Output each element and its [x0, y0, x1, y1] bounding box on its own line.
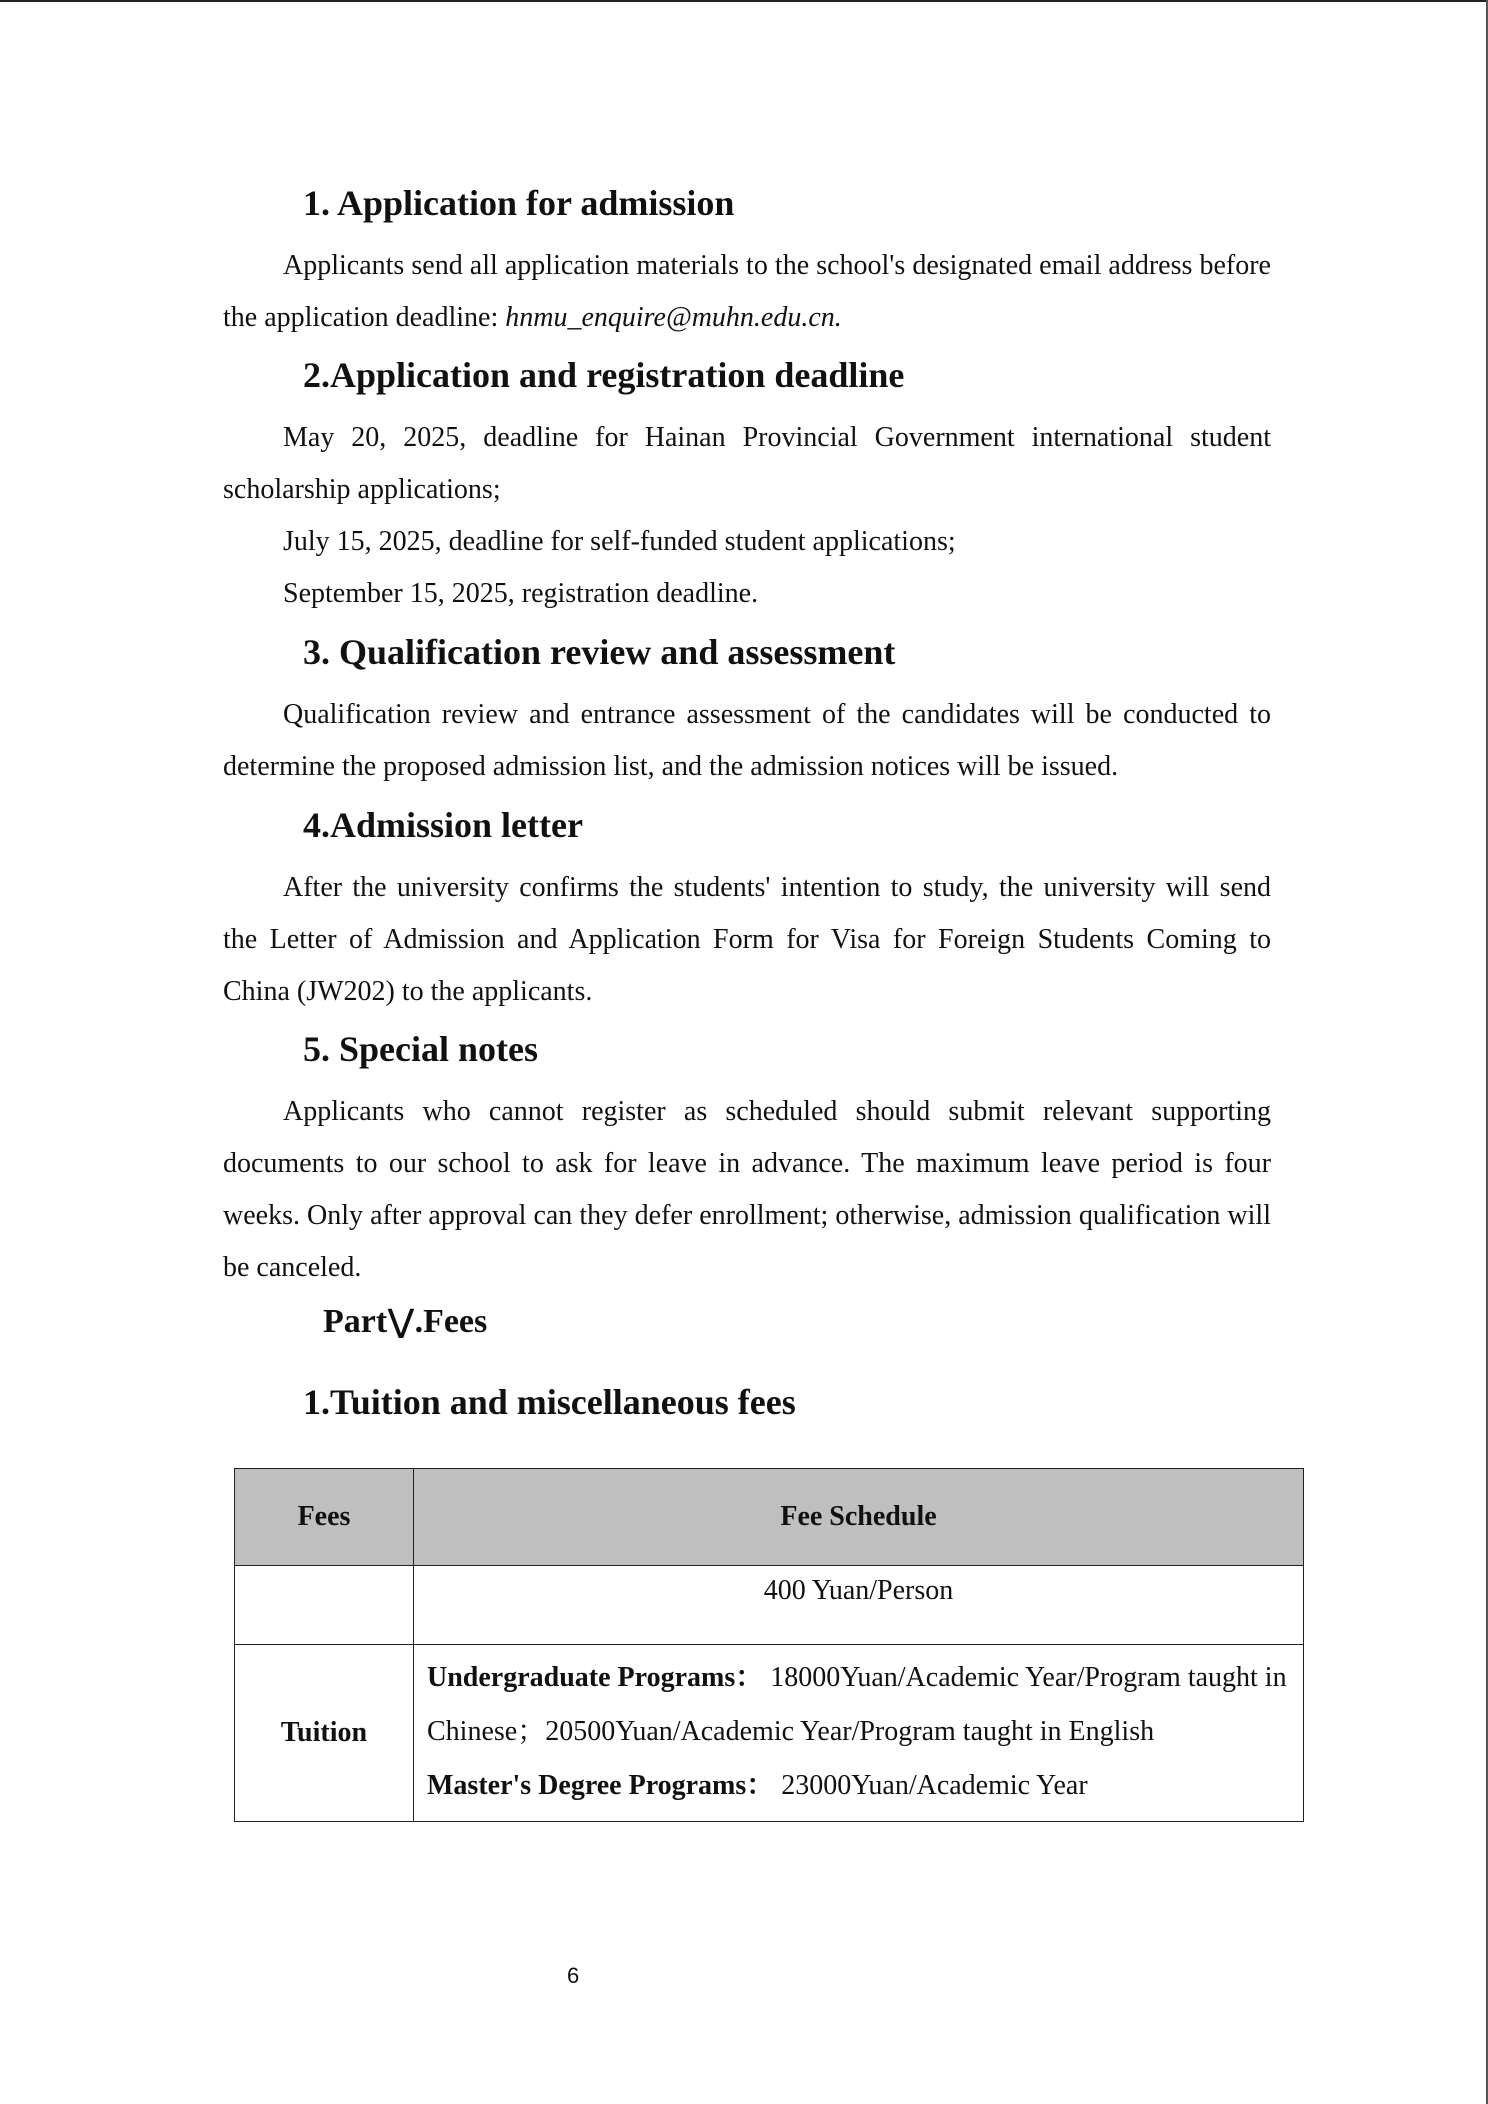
heading-tuition-fees: 1.Tuition and miscellaneous fees — [303, 1382, 796, 1422]
deadline-self-funded: July 15, 2025, deadline for self-funded student applications; — [283, 526, 956, 557]
part-roman-numeral: Ⅴ — [387, 1302, 415, 1348]
part-suffix: .Fees — [414, 1303, 488, 1340]
tuition-schedule-cell — [414, 1645, 1304, 1822]
undergraduate-fees — [427, 1651, 1293, 1759]
header-fees: Fees — [235, 1469, 414, 1566]
heading-deadlines: 2.Application and registration deadline — [303, 355, 905, 395]
paragraph-special-notes: Applicants who cannot register as scheduled should submit relevant supporting documents to our school to ask for leave in advance. The maximum leave period is four weeks. Only after approval can they defer enrollment; otherwise, admission qualification will be canceled. — [223, 1096, 1271, 1283]
deadline-scholarship: May 20, 2025, deadline for Hainan Provincial Government international student scholarship applications; — [223, 422, 1271, 505]
application-text: Applicants send all application materials to the school's designated email address before the application deadline: — [223, 250, 1271, 333]
table-row — [235, 1645, 1304, 1822]
paragraph-admission-letter: After the university confirms the students' intention to study, the university will send the Letter of Admission and Application Form for Visa for Foreign Students Coming to China (JW202) to the applicants. — [223, 872, 1271, 1007]
fee-table — [234, 1468, 1304, 1822]
email-address: hnmu_enquire@muhn.edu.cn. — [505, 302, 842, 333]
part-heading — [323, 1300, 487, 1347]
part-prefix: Part — [323, 1303, 388, 1340]
master-value: 23000Yuan/Academic Year — [781, 1770, 1088, 1801]
heading-qualification-review: 3. Qualification review and assessment — [303, 632, 896, 672]
fee-name-cell — [235, 1566, 414, 1645]
table-header-row — [235, 1469, 1304, 1566]
undergraduate-label: Undergraduate Programs： — [427, 1662, 764, 1693]
heading-special-notes: 5. Special notes — [303, 1029, 539, 1069]
paragraph-application-email — [223, 240, 1271, 344]
deadline-registration: September 15, 2025, registration deadline. — [283, 578, 759, 609]
header-fee-schedule: Fee Schedule — [414, 1469, 1304, 1566]
paragraph-qualification-review: Qualification review and entrance assessment of the candidates will be conducted to determine the proposed admission list, and the admission notices will be issued. — [223, 699, 1271, 782]
page-number: 6 — [567, 1963, 580, 1988]
fee-name-cell: Tuition — [235, 1645, 414, 1822]
heading-admission-letter: 4.Admission letter — [303, 805, 583, 845]
heading-application-for-admission: 1. Application for admission — [303, 183, 735, 223]
master-fees — [427, 1759, 1293, 1813]
fee-schedule-cell: 400 Yuan/Person — [414, 1566, 1304, 1645]
master-label: Master's Degree Programs： — [427, 1770, 775, 1801]
table-row — [235, 1566, 1304, 1645]
undergraduate-value: 18000Yuan/Academic Year/Program taught in Chinese；20500Yuan/Academic Year/Program taught in English — [427, 1662, 1287, 1747]
